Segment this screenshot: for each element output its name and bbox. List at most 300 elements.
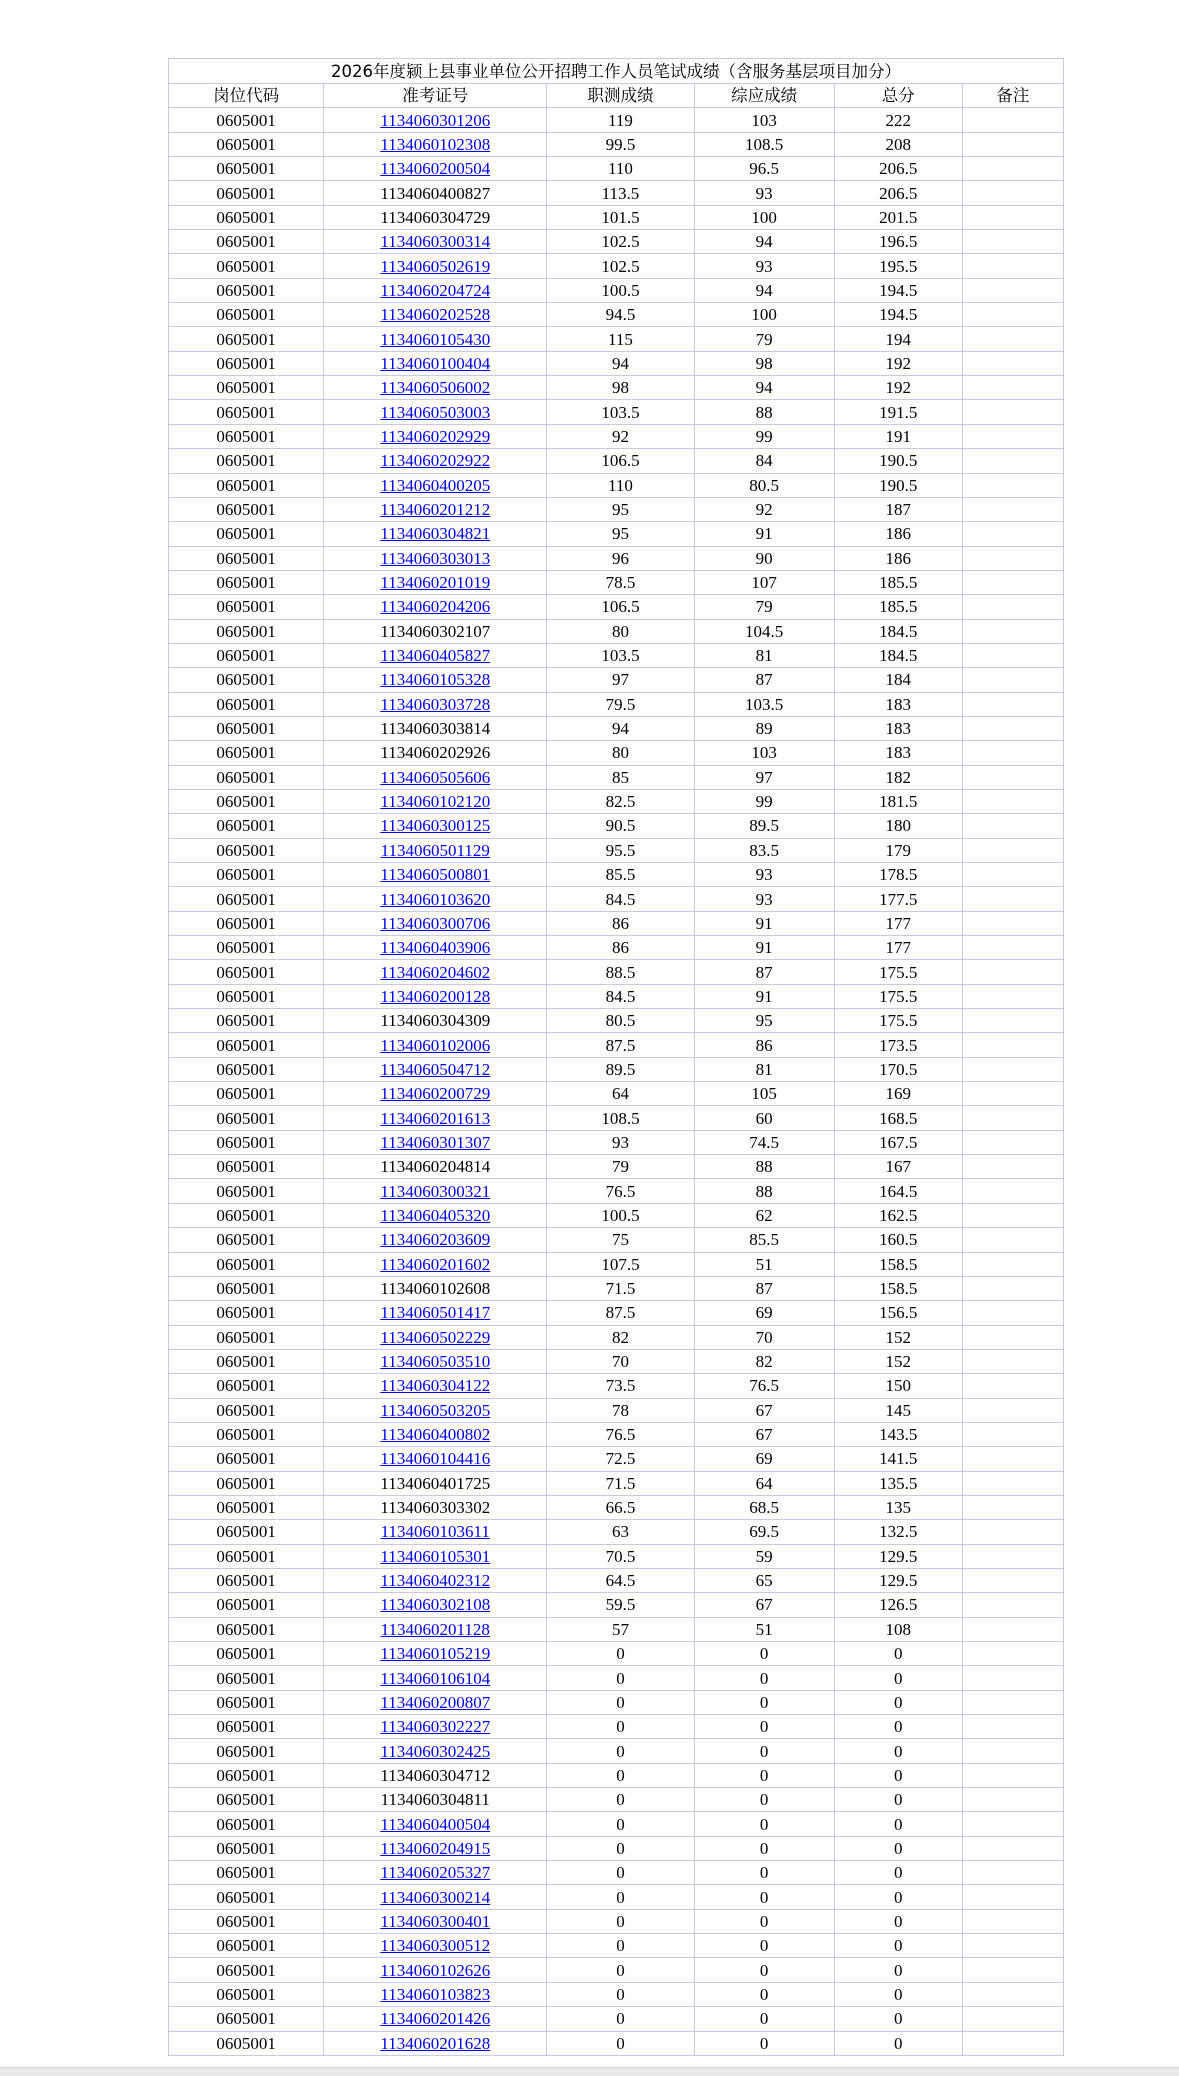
exam-id-link[interactable]: 1134060402312 <box>380 1571 491 1591</box>
remarks-cell <box>963 352 1063 375</box>
table-row <box>169 181 1063 204</box>
position-code-cell: 0605001 <box>169 620 323 643</box>
aptitude-score-cell: 97 <box>547 668 693 691</box>
exam-id-link[interactable]: 1134060503510 <box>380 1352 491 1372</box>
aptitude-score-cell: 64.5 <box>547 1569 693 1592</box>
exam-id-link[interactable]: 1134060302425 <box>380 1741 491 1761</box>
general-score-cell: 76.5 <box>695 1374 834 1397</box>
position-code-cell: 0605001 <box>169 1253 323 1276</box>
total-score-cell: 0 <box>835 1642 962 1665</box>
exam-id-cell <box>324 547 546 570</box>
aptitude-score-cell: 84.5 <box>547 887 693 910</box>
exam-id-cell <box>324 839 546 862</box>
exam-id-link[interactable]: 1134060405827 <box>380 646 491 666</box>
exam-id-link[interactable]: 1134060506002 <box>380 378 491 398</box>
exam-id-link[interactable]: 1134060200128 <box>380 986 491 1006</box>
exam-id-link[interactable]: 1134060403906 <box>380 938 491 958</box>
exam-id-link[interactable]: 1134060301206 <box>380 110 491 130</box>
exam-id-link[interactable]: 1134060304821 <box>380 524 491 544</box>
position-code-cell: 0605001 <box>169 1131 323 1154</box>
exam-id-cell <box>324 1593 546 1616</box>
exam-id-cell <box>324 1350 546 1373</box>
position-code-cell: 0605001 <box>169 157 323 180</box>
exam-id-link[interactable]: 1134060201212 <box>380 500 491 520</box>
table-row <box>169 1253 1063 1276</box>
exam-id-link[interactable]: 1134060200504 <box>380 159 491 179</box>
table-row <box>169 1301 1063 1324</box>
header-exam-id: 准考证号 <box>324 84 546 107</box>
total-score-cell: 0 <box>835 1983 962 2006</box>
exam-id-link[interactable]: 1134060104416 <box>380 1449 491 1469</box>
exam-id-link[interactable]: 1134060300321 <box>380 1181 491 1201</box>
general-score-cell: 105 <box>695 1082 834 1105</box>
table-row <box>169 1326 1063 1349</box>
total-score-cell: 184.5 <box>835 620 962 643</box>
position-code-cell: 0605001 <box>169 1861 323 1884</box>
general-score-cell: 69.5 <box>695 1520 834 1543</box>
exam-id-cell <box>324 1861 546 1884</box>
header-row <box>169 84 1063 107</box>
total-score-cell: 156.5 <box>835 1301 962 1324</box>
total-score-cell: 132.5 <box>835 1520 962 1543</box>
exam-id-link[interactable]: 1134060102006 <box>380 1035 491 1055</box>
exam-id-link[interactable]: 1134060302108 <box>380 1595 491 1615</box>
exam-id-cell <box>324 425 546 448</box>
total-score-cell: 206.5 <box>835 157 962 180</box>
aptitude-score-cell: 0 <box>547 1958 693 1981</box>
exam-id-link[interactable]: 1134060202528 <box>380 305 491 325</box>
exam-id-cell <box>324 108 546 131</box>
exam-id-cell <box>324 1106 546 1129</box>
exam-id-link[interactable]: 1134060201602 <box>380 1254 491 1274</box>
remarks-cell <box>963 1934 1063 1957</box>
exam-id-link[interactable]: 1134060201628 <box>380 2033 491 2053</box>
exam-id-link[interactable]: 1134060303728 <box>380 694 491 714</box>
total-score-cell: 0 <box>835 1666 962 1689</box>
remarks-cell <box>963 1618 1063 1641</box>
total-score-cell: 141.5 <box>835 1447 962 1470</box>
remarks-cell <box>963 790 1063 813</box>
remarks-cell <box>963 181 1063 204</box>
table-body <box>169 108 1063 2055</box>
exam-id-link[interactable]: 1134060303013 <box>380 548 491 568</box>
aptitude-score-cell: 80 <box>547 741 693 764</box>
total-score-cell: 190.5 <box>835 474 962 497</box>
general-score-cell: 103 <box>695 741 834 764</box>
table-row <box>169 1058 1063 1081</box>
remarks-cell <box>963 1277 1063 1300</box>
aptitude-score-cell: 119 <box>547 108 693 131</box>
general-score-cell: 74.5 <box>695 1131 834 1154</box>
total-score-cell: 0 <box>835 2007 962 2030</box>
position-code-cell: 0605001 <box>169 547 323 570</box>
exam-id-cell <box>324 887 546 910</box>
exam-id-link[interactable]: 1134060300401 <box>380 1911 491 1931</box>
general-score-cell: 51 <box>695 1253 834 1276</box>
exam-id-cell <box>324 303 546 326</box>
exam-id-cell <box>324 2007 546 2030</box>
exam-id-cell <box>324 644 546 667</box>
remarks-cell <box>963 522 1063 545</box>
table-row <box>169 1520 1063 1543</box>
exam-id-link[interactable]: 1134060102308 <box>380 134 491 154</box>
exam-id-cell <box>324 1569 546 1592</box>
exam-id-link[interactable]: 1134060103611 <box>380 1522 490 1542</box>
total-score-cell: 167 <box>835 1155 962 1178</box>
position-code-cell: 0605001 <box>169 595 323 618</box>
aptitude-score-cell: 0 <box>547 1812 693 1835</box>
exam-id-cell: 1134060304712 <box>324 1764 546 1787</box>
exam-id-link[interactable]: 1134060200807 <box>380 1692 491 1712</box>
table-row <box>169 887 1063 910</box>
aptitude-score-cell: 73.5 <box>547 1374 693 1397</box>
exam-id-link[interactable]: 1134060302227 <box>380 1717 491 1737</box>
exam-id-cell <box>324 1131 546 1154</box>
remarks-cell <box>963 1983 1063 2006</box>
position-code-cell: 0605001 <box>169 2032 323 2055</box>
aptitude-score-cell: 86 <box>547 912 693 935</box>
position-code-cell: 0605001 <box>169 1082 323 1105</box>
exam-id-link[interactable]: 1134060400802 <box>380 1425 491 1445</box>
aptitude-score-cell: 71.5 <box>547 1472 693 1495</box>
general-score-cell: 89.5 <box>695 814 834 837</box>
remarks-cell <box>963 1155 1063 1178</box>
total-score-cell: 0 <box>835 1934 962 1957</box>
table-row <box>169 717 1063 740</box>
exam-id-cell: 1134060303814 <box>324 717 546 740</box>
position-code-cell: 0605001 <box>169 1228 323 1251</box>
table-row <box>169 644 1063 667</box>
total-score-cell: 135 <box>835 1496 962 1519</box>
aptitude-score-cell: 0 <box>547 1788 693 1811</box>
aptitude-score-cell: 107.5 <box>547 1253 693 1276</box>
total-score-cell: 0 <box>835 1691 962 1714</box>
position-code-cell: 0605001 <box>169 814 323 837</box>
total-score-cell: 206.5 <box>835 181 962 204</box>
position-code-cell: 0605001 <box>169 1958 323 1981</box>
table-row <box>169 912 1063 935</box>
position-code-cell: 0605001 <box>169 522 323 545</box>
exam-id-link[interactable]: 1134060300314 <box>380 232 491 252</box>
table-row <box>169 279 1063 302</box>
general-score-cell: 0 <box>695 1934 834 1957</box>
exam-id-cell: 1134060304309 <box>324 1009 546 1032</box>
exam-id-link[interactable]: 1134060503205 <box>380 1400 491 1420</box>
aptitude-score-cell: 0 <box>547 2032 693 2055</box>
total-score-cell: 173.5 <box>835 1033 962 1056</box>
position-code-cell: 0605001 <box>169 668 323 691</box>
exam-id-cell: 1134060401725 <box>324 1472 546 1495</box>
exam-id-link[interactable]: 1134060100404 <box>380 353 491 373</box>
position-code-cell: 0605001 <box>169 912 323 935</box>
exam-id-cell: 1134060204814 <box>324 1155 546 1178</box>
exam-id-link[interactable]: 1134060205327 <box>380 1863 491 1883</box>
exam-id-link[interactable]: 1134060204206 <box>380 597 491 617</box>
remarks-cell <box>963 1764 1063 1787</box>
position-code-cell: 0605001 <box>169 1593 323 1616</box>
total-score-cell: 194 <box>835 327 962 350</box>
remarks-cell <box>963 1715 1063 1738</box>
aptitude-score-cell: 59.5 <box>547 1593 693 1616</box>
exam-id-link[interactable]: 1134060204602 <box>380 962 491 982</box>
position-code-cell: 0605001 <box>169 327 323 350</box>
general-score-cell: 96.5 <box>695 157 834 180</box>
table-row <box>169 1958 1063 1981</box>
exam-id-link[interactable]: 1134060300125 <box>380 816 491 836</box>
table-row <box>169 1764 1063 1787</box>
exam-id-link[interactable]: 1134060503003 <box>380 402 491 422</box>
exam-id-link[interactable]: 1134060304122 <box>380 1376 491 1396</box>
position-code-cell: 0605001 <box>169 1277 323 1300</box>
general-score-cell: 69 <box>695 1301 834 1324</box>
exam-id-link[interactable]: 1134060203609 <box>380 1230 491 1250</box>
aptitude-score-cell: 0 <box>547 1983 693 2006</box>
exam-id-link[interactable]: 1134060200729 <box>380 1084 491 1104</box>
remarks-cell <box>963 279 1063 302</box>
exam-id-link[interactable]: 1134060201019 <box>380 573 491 593</box>
total-score-cell: 208 <box>835 133 962 156</box>
position-code-cell: 0605001 <box>169 303 323 326</box>
table-row <box>169 936 1063 959</box>
table-row <box>169 400 1063 423</box>
general-score-cell: 88 <box>695 400 834 423</box>
exam-id-link[interactable]: 1134060400504 <box>380 1814 491 1834</box>
aptitude-score-cell: 99.5 <box>547 133 693 156</box>
exam-id-cell <box>324 157 546 180</box>
exam-id-cell <box>324 814 546 837</box>
aptitude-score-cell: 0 <box>547 1739 693 1762</box>
remarks-cell <box>963 717 1063 740</box>
score-table <box>168 58 1064 2056</box>
aptitude-score-cell: 95 <box>547 522 693 545</box>
table-row <box>169 108 1063 131</box>
aptitude-score-cell: 100.5 <box>547 279 693 302</box>
position-code-cell: 0605001 <box>169 425 323 448</box>
exam-id-link[interactable]: 1134060504712 <box>380 1059 491 1079</box>
general-score-cell: 0 <box>695 1885 834 1908</box>
general-score-cell: 92 <box>695 498 834 521</box>
exam-id-link[interactable]: 1134060103620 <box>380 889 491 909</box>
header-aptitude-score: 职测成绩 <box>547 84 693 107</box>
exam-id-link[interactable]: 1134060103823 <box>380 1984 491 2004</box>
exam-id-cell <box>324 1958 546 1981</box>
exam-id-link[interactable]: 1134060105430 <box>380 329 491 349</box>
exam-id-link[interactable]: 1134060405320 <box>380 1205 491 1225</box>
exam-id-link[interactable]: 1134060202929 <box>380 426 491 446</box>
remarks-cell <box>963 1374 1063 1397</box>
remarks-cell <box>963 595 1063 618</box>
total-score-cell: 164.5 <box>835 1179 962 1202</box>
exam-id-link[interactable]: 1134060502229 <box>380 1327 491 1347</box>
exam-id-link[interactable]: 1134060300512 <box>380 1936 491 1956</box>
exam-id-link[interactable]: 1134060202922 <box>380 451 491 471</box>
total-score-cell: 170.5 <box>835 1058 962 1081</box>
remarks-cell <box>963 498 1063 521</box>
total-score-cell: 183 <box>835 741 962 764</box>
remarks-cell <box>963 863 1063 886</box>
exam-id-link[interactable]: 1134060301307 <box>380 1132 491 1152</box>
position-code-cell: 0605001 <box>169 1204 323 1227</box>
total-score-cell: 158.5 <box>835 1277 962 1300</box>
exam-id-link[interactable]: 1134060204915 <box>380 1838 491 1858</box>
total-score-cell: 143.5 <box>835 1423 962 1446</box>
exam-id-link[interactable]: 1134060106104 <box>380 1668 491 1688</box>
table-row <box>169 1179 1063 1202</box>
total-score-cell: 179 <box>835 839 962 862</box>
general-score-cell: 59 <box>695 1545 834 1568</box>
exam-id-link[interactable]: 1134060105328 <box>380 670 491 690</box>
position-code-cell: 0605001 <box>169 863 323 886</box>
aptitude-score-cell: 78.5 <box>547 571 693 594</box>
general-score-cell: 0 <box>695 1861 834 1884</box>
position-code-cell: 0605001 <box>169 1764 323 1787</box>
remarks-cell <box>963 230 1063 253</box>
aptitude-score-cell: 94.5 <box>547 303 693 326</box>
exam-id-link[interactable]: 1134060502619 <box>380 256 491 276</box>
exam-id-link[interactable]: 1134060500801 <box>380 865 491 885</box>
exam-id-cell <box>324 1228 546 1251</box>
aptitude-score-cell: 101.5 <box>547 206 693 229</box>
exam-id-link[interactable]: 1134060102626 <box>380 1960 491 1980</box>
position-code-cell: 0605001 <box>169 644 323 667</box>
exam-id-link[interactable]: 1134060105219 <box>380 1644 491 1664</box>
exam-id-cell <box>324 1423 546 1446</box>
remarks-cell <box>963 108 1063 131</box>
general-score-cell: 99 <box>695 790 834 813</box>
position-code-cell: 0605001 <box>169 1155 323 1178</box>
aptitude-score-cell: 0 <box>547 1910 693 1933</box>
general-score-cell: 90 <box>695 547 834 570</box>
exam-id-cell: 1134060303302 <box>324 1496 546 1519</box>
remarks-cell <box>963 1739 1063 1762</box>
table-row <box>169 1983 1063 2006</box>
general-score-cell: 103 <box>695 108 834 131</box>
table-row <box>169 1447 1063 1470</box>
position-code-cell: 0605001 <box>169 717 323 740</box>
total-score-cell: 129.5 <box>835 1569 962 1592</box>
aptitude-score-cell: 110 <box>547 157 693 180</box>
total-score-cell: 194.5 <box>835 279 962 302</box>
remarks-cell <box>963 960 1063 983</box>
exam-id-cell <box>324 668 546 691</box>
table-row <box>169 1155 1063 1178</box>
aptitude-score-cell: 0 <box>547 1837 693 1860</box>
total-score-cell: 0 <box>835 1764 962 1787</box>
table-row <box>169 790 1063 813</box>
exam-id-cell <box>324 1739 546 1762</box>
total-score-cell: 222 <box>835 108 962 131</box>
table-row <box>169 1033 1063 1056</box>
exam-id-link[interactable]: 1134060300706 <box>380 913 491 933</box>
exam-id-cell <box>324 1399 546 1422</box>
exam-id-link[interactable]: 1134060201613 <box>380 1108 491 1128</box>
remarks-cell <box>963 1033 1063 1056</box>
total-score-cell: 190.5 <box>835 449 962 472</box>
position-code-cell: 0605001 <box>169 1301 323 1324</box>
exam-id-cell <box>324 1326 546 1349</box>
exam-id-link[interactable]: 1134060501129 <box>380 840 490 860</box>
position-code-cell: 0605001 <box>169 1934 323 1957</box>
position-code-cell: 0605001 <box>169 1399 323 1422</box>
exam-id-link[interactable]: 1134060105301 <box>380 1546 491 1566</box>
total-score-cell: 177.5 <box>835 887 962 910</box>
total-score-cell: 201.5 <box>835 206 962 229</box>
position-code-cell: 0605001 <box>169 1642 323 1665</box>
aptitude-score-cell: 70 <box>547 1350 693 1373</box>
exam-id-link[interactable]: 1134060201426 <box>380 2009 491 2029</box>
total-score-cell: 183 <box>835 717 962 740</box>
exam-id-link[interactable]: 1134060501417 <box>380 1303 491 1323</box>
exam-id-cell <box>324 766 546 789</box>
exam-id-link[interactable]: 1134060201128 <box>380 1619 490 1639</box>
table-row <box>169 1204 1063 1227</box>
exam-id-cell <box>324 693 546 716</box>
exam-id-link[interactable]: 1134060102120 <box>380 792 491 812</box>
table-row <box>169 693 1063 716</box>
general-score-cell: 0 <box>695 1958 834 1981</box>
remarks-cell <box>963 620 1063 643</box>
exam-id-link[interactable]: 1134060204724 <box>380 280 491 300</box>
general-score-cell: 0 <box>695 1983 834 2006</box>
remarks-cell <box>963 1837 1063 1860</box>
total-score-cell: 175.5 <box>835 960 962 983</box>
exam-id-cell <box>324 327 546 350</box>
remarks-cell <box>963 254 1063 277</box>
table-row <box>169 1812 1063 1835</box>
position-code-cell: 0605001 <box>169 1350 323 1373</box>
table-row <box>169 1642 1063 1665</box>
table-row <box>169 157 1063 180</box>
exam-id-link[interactable]: 1134060505606 <box>380 767 491 787</box>
position-code-cell: 0605001 <box>169 1520 323 1543</box>
general-score-cell: 93 <box>695 181 834 204</box>
table-row <box>169 741 1063 764</box>
remarks-cell <box>963 1423 1063 1446</box>
aptitude-score-cell: 75 <box>547 1228 693 1251</box>
table-row <box>169 230 1063 253</box>
table-row <box>169 985 1063 1008</box>
general-score-cell: 0 <box>695 1691 834 1714</box>
exam-id-cell <box>324 474 546 497</box>
aptitude-score-cell: 85 <box>547 766 693 789</box>
table-row <box>169 376 1063 399</box>
general-score-cell: 0 <box>695 1910 834 1933</box>
remarks-cell <box>963 1082 1063 1105</box>
table-row <box>169 1423 1063 1446</box>
total-score-cell: 184.5 <box>835 644 962 667</box>
aptitude-score-cell: 71.5 <box>547 1277 693 1300</box>
total-score-cell: 129.5 <box>835 1545 962 1568</box>
general-score-cell: 98 <box>695 352 834 375</box>
exam-id-link[interactable]: 1134060400205 <box>380 475 491 495</box>
remarks-cell <box>963 1472 1063 1495</box>
general-score-cell: 79 <box>695 595 834 618</box>
aptitude-score-cell: 103.5 <box>547 400 693 423</box>
exam-id-cell <box>324 1910 546 1933</box>
table-title: 2026年度颍上县事业单位公开招聘工作人员笔试成绩（含服务基层项目加分） <box>169 59 1063 83</box>
exam-id-link[interactable]: 1134060300214 <box>380 1887 491 1907</box>
total-score-cell: 178.5 <box>835 863 962 886</box>
general-score-cell: 94 <box>695 376 834 399</box>
aptitude-score-cell: 106.5 <box>547 449 693 472</box>
exam-id-cell <box>324 1812 546 1835</box>
aptitude-score-cell: 82.5 <box>547 790 693 813</box>
exam-id-cell <box>324 1179 546 1202</box>
position-code-cell: 0605001 <box>169 352 323 375</box>
general-score-cell: 67 <box>695 1423 834 1446</box>
aptitude-score-cell: 78 <box>547 1399 693 1422</box>
position-code-cell: 0605001 <box>169 498 323 521</box>
